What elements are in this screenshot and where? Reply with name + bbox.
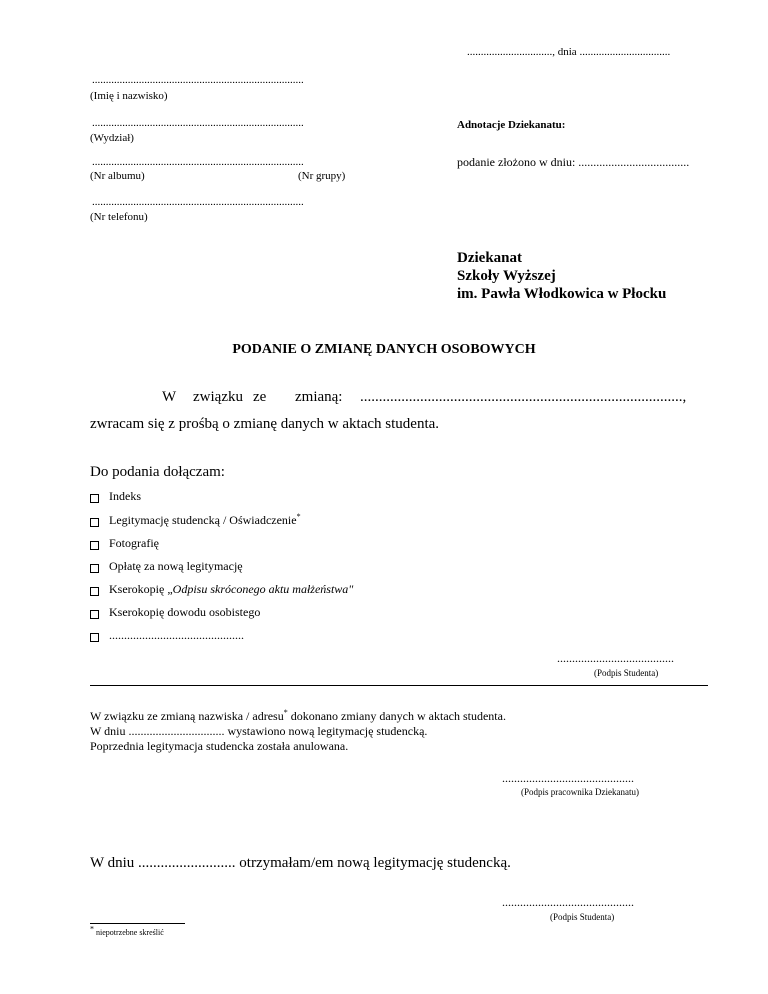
body-line-2: zwracam się z prośbą o zmianę danych w aktach studenta.	[90, 416, 440, 432]
faculty-field[interactable]: .............................................................................	[92, 117, 304, 129]
clerk-signature-label: (Podpis pracownika Dziekanatu)	[521, 787, 639, 797]
checkbox-fotografia[interactable]	[90, 541, 99, 550]
office-section-line-3: Poprzednia legitymacja studencka została anulowana.	[90, 739, 349, 753]
name-field[interactable]: .............................................................................	[92, 74, 304, 86]
student-signature-label-1: (Podpis Studenta)	[594, 668, 659, 678]
album-label: (Nr albumu)	[90, 170, 145, 182]
change-reason-field[interactable]: ......................................................................................,	[360, 389, 687, 405]
clerk-signature-field[interactable]: ............................................	[502, 771, 634, 785]
phone-field[interactable]: .............................................................................	[92, 196, 304, 208]
student-signature-field-1[interactable]: .......................................	[557, 651, 674, 665]
receipt-line: W dniu .......................... otrzymałam/em nową legitymację studencką.	[90, 855, 511, 871]
attachment-label-odpis: Kserokopię „Odpisu skróconego aktu małżeństwa"	[109, 582, 354, 596]
page-title: PODANIE O ZMIANĘ DANYCH OSOBOWYCH	[232, 342, 536, 357]
body-word-zwiazku: związku	[193, 389, 243, 405]
attachment-other-field[interactable]: .............................................	[109, 628, 244, 642]
checkbox-indeks[interactable]	[90, 494, 99, 503]
body-word-w: W	[162, 389, 177, 405]
addressee-line-1: Dziekanat	[457, 250, 522, 266]
phone-label: (Nr telefonu)	[90, 211, 148, 223]
attachment-label-fotografia: Fotografię	[109, 536, 159, 550]
addressee-line-2: Szkoły Wyższej	[457, 268, 556, 284]
addressee-line-3: im. Pawła Włodkowica w Płocku	[457, 286, 667, 302]
attachment-label-indeks: Indeks	[109, 489, 141, 503]
student-signature-field-2[interactable]: ............................................	[502, 895, 634, 909]
footnote: * niepotrzebne skreślić	[90, 924, 164, 937]
footnote-mark: *	[296, 512, 301, 521]
checkbox-dowod[interactable]	[90, 610, 99, 619]
checkbox-other[interactable]	[90, 633, 99, 642]
office-section-line-1: W związku ze zmianą nazwiska / adresu* dokonano zmiany danych w aktach studenta.	[90, 708, 506, 723]
group-label: (Nr grupy)	[298, 170, 346, 182]
checkbox-legitymacja[interactable]	[90, 518, 99, 527]
checkbox-oplata[interactable]	[90, 564, 99, 573]
album-field[interactable]: .............................................................................	[92, 156, 304, 168]
section-divider	[90, 685, 708, 686]
footnote-divider	[90, 923, 185, 924]
student-signature-label-2: (Podpis Studenta)	[550, 912, 615, 922]
name-label: (Imię i nazwisko)	[90, 90, 168, 102]
faculty-label: (Wydział)	[90, 132, 134, 144]
submitted-date-field[interactable]: podanie złożono w dniu: .....................................	[457, 155, 690, 169]
checkbox-odpis[interactable]	[90, 587, 99, 596]
office-section-line-2: W dniu ................................ wystawiono nową legitymację studencką.	[90, 724, 428, 738]
attachments-heading: Do podania dołączam:	[90, 464, 225, 480]
place-date-line[interactable]: ..............................., dnia .................................	[467, 46, 671, 58]
office-notes-title: Adnotacje Dziekanatu:	[457, 119, 566, 131]
attachment-label-dowod: Kserokopię dowodu osobistego	[109, 605, 261, 619]
attachment-label-oplata: Opłatę za nową legitymację	[109, 559, 243, 573]
body-word-ze: ze	[253, 389, 267, 405]
body-word-zmiana: zmianą:	[295, 389, 343, 405]
attachment-label-legitymacja: Legitymację studencką / Oświadczenie*	[109, 512, 301, 527]
